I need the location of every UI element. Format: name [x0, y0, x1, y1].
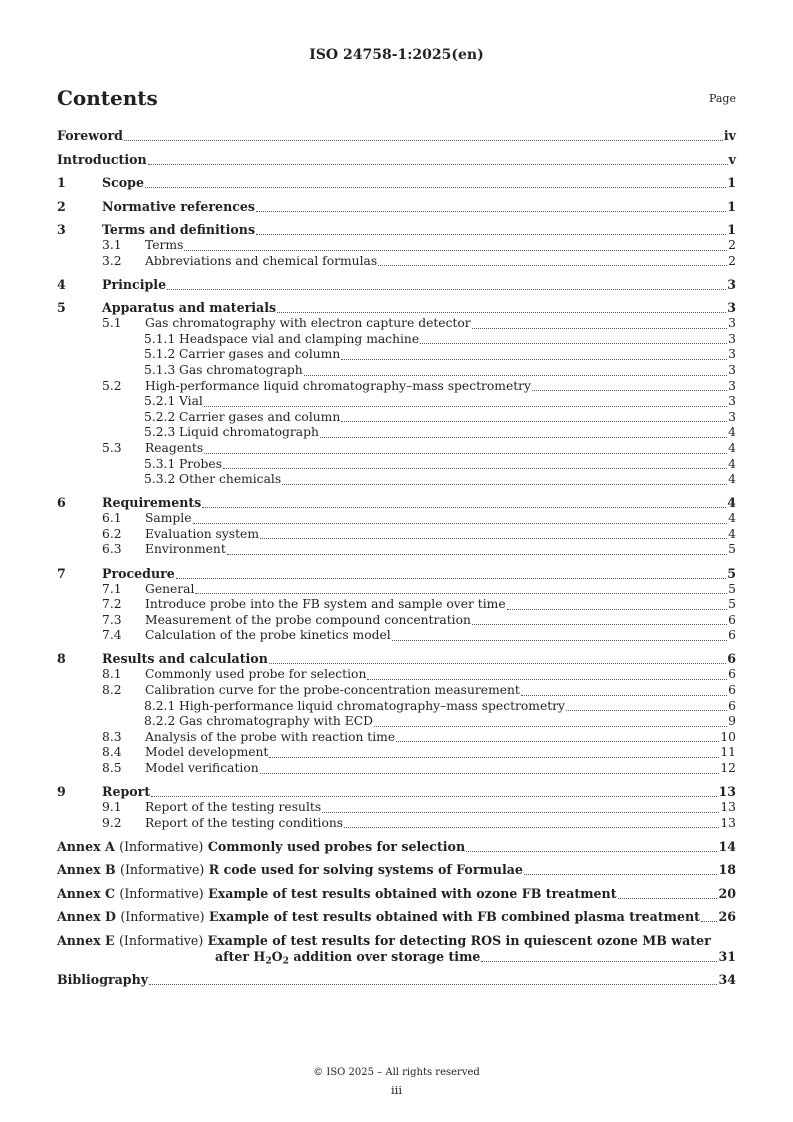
toc-section-number: 2: [57, 198, 66, 214]
toc-entry-label: Headspace vial and clamping machine: [179, 331, 420, 346]
toc-entry[interactable]: [57, 761, 736, 777]
toc-entry[interactable]: [57, 699, 736, 715]
toc-section-number: 5.2.1: [144, 394, 176, 409]
toc-entry-label: Analysis of the probe with reaction time: [145, 729, 396, 744]
toc-page-number: 31: [718, 948, 736, 964]
dot-leader: [149, 984, 717, 985]
dot-leader: [420, 343, 727, 344]
toc-entry[interactable]: [57, 800, 736, 816]
toc-section-number: 5.2.2: [144, 409, 176, 424]
toc-entry-label: Scope: [102, 175, 144, 190]
toc-entry[interactable]: [57, 472, 736, 488]
dot-leader: [341, 421, 727, 422]
toc-entry-label: [57, 909, 700, 925]
toc-page-number: iv: [723, 128, 736, 143]
label-part: after H: [215, 948, 266, 964]
toc-page-number: 3: [728, 378, 736, 393]
toc-page-number: 5: [728, 581, 736, 596]
toc-entry[interactable]: [57, 972, 736, 988]
toc-entry[interactable]: [57, 784, 736, 800]
toc-annex-number: Annex E: [57, 932, 115, 948]
toc-page-number: v: [728, 151, 736, 167]
toc-entry[interactable]: [57, 511, 736, 527]
toc-page-number: 4: [728, 456, 736, 471]
toc-section-number: 6.1: [102, 511, 122, 526]
toc-entry-label: Carrier gases and column: [179, 347, 341, 362]
dot-leader: [227, 554, 727, 555]
toc-entry-label: Introduce probe into the FB system and sample over time: [145, 597, 506, 612]
toc-section-number: 1: [57, 175, 66, 190]
dot-leader: [344, 827, 719, 828]
toc-page-number: 18: [718, 862, 736, 878]
toc-annex-status: (Informative): [119, 838, 204, 854]
dot-leader: [223, 468, 727, 469]
toc-entry-label: Bibliography: [57, 972, 149, 988]
dot-leader: [392, 640, 727, 641]
toc-section-number: 5.3.1: [144, 456, 176, 471]
toc-section-number: 5.2: [102, 378, 122, 393]
dot-leader: [148, 164, 728, 165]
toc-entry-label: Other chemicals: [179, 472, 282, 487]
toc-entry[interactable]: [57, 714, 736, 730]
dot-leader: [396, 741, 719, 742]
toc-entry[interactable]: [57, 379, 736, 395]
toc-annex-status: (Informative): [119, 885, 204, 901]
toc-entry[interactable]: [57, 316, 736, 332]
dot-leader: [151, 796, 717, 797]
toc-section-number: 6.3: [102, 542, 122, 557]
toc-section-number: 7.3: [102, 612, 122, 627]
toc-page-number: 1: [727, 198, 736, 214]
toc-annex-status: (Informative): [118, 932, 204, 948]
dot-leader: [378, 265, 727, 266]
dot-leader: [176, 578, 726, 579]
dot-leader: [256, 211, 726, 212]
toc-entry-label: Report of the testing conditions: [145, 815, 344, 830]
toc-section-number: 3.1: [102, 238, 122, 252]
toc-entry-label: [57, 862, 523, 878]
toc-entry[interactable]: [57, 457, 736, 473]
toc-annex-status: (Informative): [120, 862, 205, 878]
dot-leader: [202, 507, 726, 508]
toc-entry[interactable]: [57, 527, 736, 543]
toc-section-number: 8.2: [102, 682, 122, 697]
toc-page-number: 4: [727, 495, 736, 511]
toc-annex-number: Annex C: [57, 885, 116, 901]
toc-entry-label-continued: [57, 949, 480, 965]
toc-section-number: 8.2.2: [144, 714, 176, 729]
toc-page-number: 11: [720, 745, 736, 760]
dot-leader: [260, 538, 727, 539]
toc-entry-label: Probes: [179, 456, 223, 471]
toc-page-number: 6: [728, 612, 736, 627]
toc-page-number: 26: [718, 909, 736, 925]
toc-entry[interactable]: [57, 816, 736, 832]
toc-page-number: 34: [718, 972, 736, 988]
toc-entry[interactable]: [57, 566, 736, 582]
toc-entry-label: Model verification: [145, 760, 259, 775]
toc-section-number: 8: [57, 651, 66, 667]
dot-leader: [256, 234, 726, 235]
dot-leader: [521, 695, 727, 696]
toc-entry[interactable]: [57, 175, 736, 191]
toc-entry[interactable]: [57, 933, 736, 965]
toc-entry-label: Environment: [145, 542, 226, 557]
toc-entry-label: Gas chromatograph: [179, 362, 303, 377]
toc-entry-label: Terms and definitions: [102, 222, 256, 237]
toc-page-number: 3: [728, 331, 736, 346]
toc-entry-label: [57, 839, 465, 855]
subscript: 2: [282, 955, 289, 967]
toc-entry-label: General: [145, 581, 195, 596]
toc-section-number: 5.1: [102, 316, 122, 331]
toc-entry-label: Liquid chromatograph: [179, 425, 319, 440]
toc-annex-number: Annex B: [57, 862, 116, 878]
toc-entry-label: Commonly used probe for selection: [145, 667, 367, 682]
dot-leader: [507, 609, 728, 610]
toc-annex-title: Commonly used probes for selection: [207, 838, 466, 854]
copyright-notice: © ISO 2025 – All rights reserved: [313, 1067, 480, 1078]
toc-entry-label: Gas chromatography with electron capture detector: [145, 316, 471, 331]
dot-leader: [277, 312, 726, 313]
toc-entry[interactable]: [57, 909, 736, 925]
toc-entry-label: Carrier gases and column: [179, 409, 341, 424]
toc-entry-label: High-performance liquid chromatography–mass spectrometry: [145, 378, 532, 393]
toc-section-number: 5.3.2: [144, 472, 176, 487]
dot-leader: [304, 375, 728, 376]
dot-leader: [145, 187, 726, 188]
toc-page-number: 3: [728, 409, 736, 424]
dot-leader: [481, 961, 717, 962]
dot-leader: [320, 437, 727, 438]
toc-entry-label: Model development: [145, 745, 269, 760]
toc-section-number: 5: [57, 300, 66, 316]
toc-entry-label: Reagents: [145, 440, 204, 455]
toc-entry[interactable]: [57, 495, 736, 511]
toc-entry[interactable]: [57, 254, 736, 270]
dot-leader: [269, 663, 726, 664]
label-part: addition over storage time: [288, 948, 481, 964]
dot-leader: [472, 328, 727, 329]
dot-leader: [322, 812, 719, 813]
toc-entry[interactable]: [57, 128, 736, 144]
dot-leader: [260, 773, 720, 774]
toc-page-number: 5: [728, 542, 736, 557]
dot-leader: [524, 874, 718, 875]
toc-entry-label: Foreword: [57, 128, 123, 143]
page-column-label: Page: [708, 92, 736, 105]
toc-annex-title: R code used for solving systems of Formulae: [208, 862, 523, 878]
toc-section-number: 5.1.3: [144, 362, 176, 377]
toc-section-number: 3.2: [102, 253, 122, 268]
toc-entry[interactable]: [57, 152, 736, 168]
toc-entry[interactable]: [57, 238, 736, 254]
toc-page-number: 2: [728, 238, 736, 252]
dot-leader: [124, 140, 723, 141]
toc-section-number: 5.1.1: [144, 331, 176, 346]
dot-leader: [466, 851, 717, 852]
toc-page-number: 4: [728, 526, 736, 541]
toc-section-number: 9: [57, 784, 66, 800]
toc-page-number: 4: [728, 472, 736, 487]
toc-entry-label: Example of test results for detecting ROS in quiescent ozone MB water: [207, 932, 711, 948]
table-of-contents: [57, 128, 736, 988]
toc-page-number: 10: [720, 729, 736, 744]
toc-page-number: 3: [728, 394, 736, 409]
toc-page-number: 13: [720, 800, 736, 815]
toc-section-number: 7.4: [102, 628, 122, 643]
toc-page-number: 9: [728, 714, 736, 729]
toc-section-number: 7: [57, 565, 66, 581]
toc-entry[interactable]: [57, 839, 736, 855]
toc-entry[interactable]: [57, 222, 736, 238]
toc-entry-label: Vial: [179, 394, 203, 409]
toc-section-number: 8.1: [102, 667, 122, 682]
dot-leader: [282, 484, 727, 485]
dot-leader: [269, 757, 719, 758]
page-number: iii: [390, 1083, 403, 1097]
document-id: ISO 24758-1:2025(en): [309, 47, 484, 63]
toc-entry[interactable]: [57, 613, 736, 629]
toc-section-number: 5.3: [102, 440, 122, 455]
toc-entry-label: Normative references: [102, 198, 256, 214]
toc-page-number: 3: [728, 316, 736, 331]
toc-entry[interactable]: [57, 347, 736, 363]
toc-entry-label: Results and calculation: [102, 651, 268, 667]
toc-entry-label: Measurement of the probe compound concentration: [145, 612, 471, 627]
toc-entry-label: Sample: [145, 511, 192, 526]
toc-section-number: 3: [57, 222, 66, 237]
toc-entry-label: Report: [102, 784, 151, 800]
toc-page-number: 13: [718, 784, 736, 800]
toc-annex-number: Annex D: [57, 909, 116, 925]
toc-section-number: 8.5: [102, 760, 122, 775]
label-part: O: [271, 948, 283, 964]
dot-leader: [532, 390, 727, 391]
dot-leader: [167, 289, 726, 290]
toc-annex-status: (Informative): [120, 909, 205, 925]
dot-leader: [566, 710, 727, 711]
toc-section-number: 8.2.1: [144, 698, 176, 713]
toc-page-number: 6: [727, 651, 736, 667]
dot-leader: [193, 523, 728, 524]
toc-page-number: 3: [728, 362, 736, 377]
toc-page-number: 2: [728, 253, 736, 268]
toc-page-number: 6: [728, 628, 736, 643]
toc-entry[interactable]: [57, 410, 736, 426]
dot-leader: [701, 921, 718, 922]
toc-page-number: 20: [718, 885, 736, 901]
toc-page-number: 3: [727, 300, 736, 316]
toc-section-number: 6.2: [102, 526, 122, 541]
toc-page-number: 13: [720, 815, 736, 830]
toc-section-number: 7.1: [102, 581, 122, 596]
toc-entry[interactable]: [57, 862, 736, 878]
toc-entry-label: Principle: [102, 276, 167, 292]
page-title: Contents: [57, 86, 158, 110]
subscript: 2: [265, 955, 272, 967]
toc-entry[interactable]: [57, 332, 736, 348]
dot-leader: [195, 593, 727, 594]
toc-entry-label: Abbreviations and chemical formulas: [145, 253, 378, 268]
dot-leader: [204, 406, 727, 407]
toc-entry[interactable]: [57, 425, 736, 441]
toc-entry-label: Requirements: [102, 495, 202, 511]
toc-section-number: 6: [57, 495, 66, 511]
toc-page-number: 6: [728, 698, 736, 713]
toc-entry[interactable]: [57, 394, 736, 410]
toc-entry[interactable]: [57, 730, 736, 746]
toc-entry-label: Evaluation system: [145, 526, 259, 541]
toc-page-number: 5: [728, 597, 736, 612]
toc-section-number: 9.2: [102, 815, 122, 830]
toc-section-number: 7.2: [102, 597, 122, 612]
toc-section-number: 8.3: [102, 729, 122, 744]
toc-page-number: 5: [727, 565, 736, 581]
toc-entry[interactable]: [57, 300, 736, 316]
toc-page-number: 4: [728, 511, 736, 526]
toc-entry-label: Apparatus and materials: [102, 300, 277, 316]
dot-leader: [472, 624, 727, 625]
toc-entry-label: Calculation of the probe kinetics model: [145, 628, 391, 643]
toc-entry[interactable]: [57, 199, 736, 215]
toc-entry-label: Terms: [145, 238, 184, 252]
toc-annex-title: Example of test results obtained with FB combined plasma treatment: [209, 909, 700, 925]
toc-entry[interactable]: [57, 597, 736, 613]
toc-page-number: 1: [727, 222, 736, 237]
toc-entry[interactable]: [57, 886, 736, 902]
toc-section-number: 5.1.2: [144, 347, 176, 362]
toc-entry-label: Calibration curve for the probe-concentration measurement: [145, 682, 520, 697]
toc-entry[interactable]: [57, 667, 736, 683]
dot-leader: [204, 453, 727, 454]
toc-page-number: 4: [728, 425, 736, 440]
toc-section-number: 5.2.3: [144, 425, 176, 440]
dot-leader: [367, 679, 727, 680]
toc-entry-label: [57, 886, 617, 902]
toc-annex-number: Annex A: [57, 838, 115, 854]
toc-entry[interactable]: [57, 363, 736, 379]
dot-leader: [341, 359, 727, 360]
toc-entry[interactable]: [57, 582, 736, 598]
toc-page-number: 3: [727, 276, 736, 292]
toc-section-number: 8.4: [102, 745, 122, 760]
toc-page-number: 6: [728, 667, 736, 682]
toc-entry[interactable]: [57, 651, 736, 667]
toc-page-number: 12: [720, 760, 736, 775]
toc-entry[interactable]: [57, 683, 736, 699]
toc-section-number: 4: [57, 276, 66, 292]
toc-entry-label: Report of the testing results: [145, 800, 322, 815]
toc-page-number: 1: [727, 175, 736, 190]
toc-entry-label: Procedure: [102, 565, 175, 581]
toc-entry[interactable]: [57, 745, 736, 761]
toc-entry[interactable]: [57, 441, 736, 457]
toc-entry-label: Introduction: [57, 151, 147, 167]
dot-leader: [184, 250, 727, 251]
toc-page-number: 14: [718, 838, 736, 854]
toc-page-number: 3: [728, 347, 736, 362]
dot-leader: [374, 726, 727, 727]
toc-entry-label: High-performance liquid chromatography–mass spectrometry: [179, 698, 566, 713]
dot-leader: [618, 898, 718, 899]
toc-annex-title: Example of test results obtained with ozone FB treatment: [208, 885, 617, 901]
toc-entry-label: Gas chromatography with ECD: [179, 714, 374, 729]
toc-page-number: 4: [728, 440, 736, 455]
toc-entry[interactable]: [57, 542, 736, 558]
toc-page-number: 6: [728, 682, 736, 697]
toc-section-number: 9.1: [102, 800, 122, 815]
toc-entry[interactable]: [57, 628, 736, 644]
toc-entry[interactable]: [57, 277, 736, 293]
